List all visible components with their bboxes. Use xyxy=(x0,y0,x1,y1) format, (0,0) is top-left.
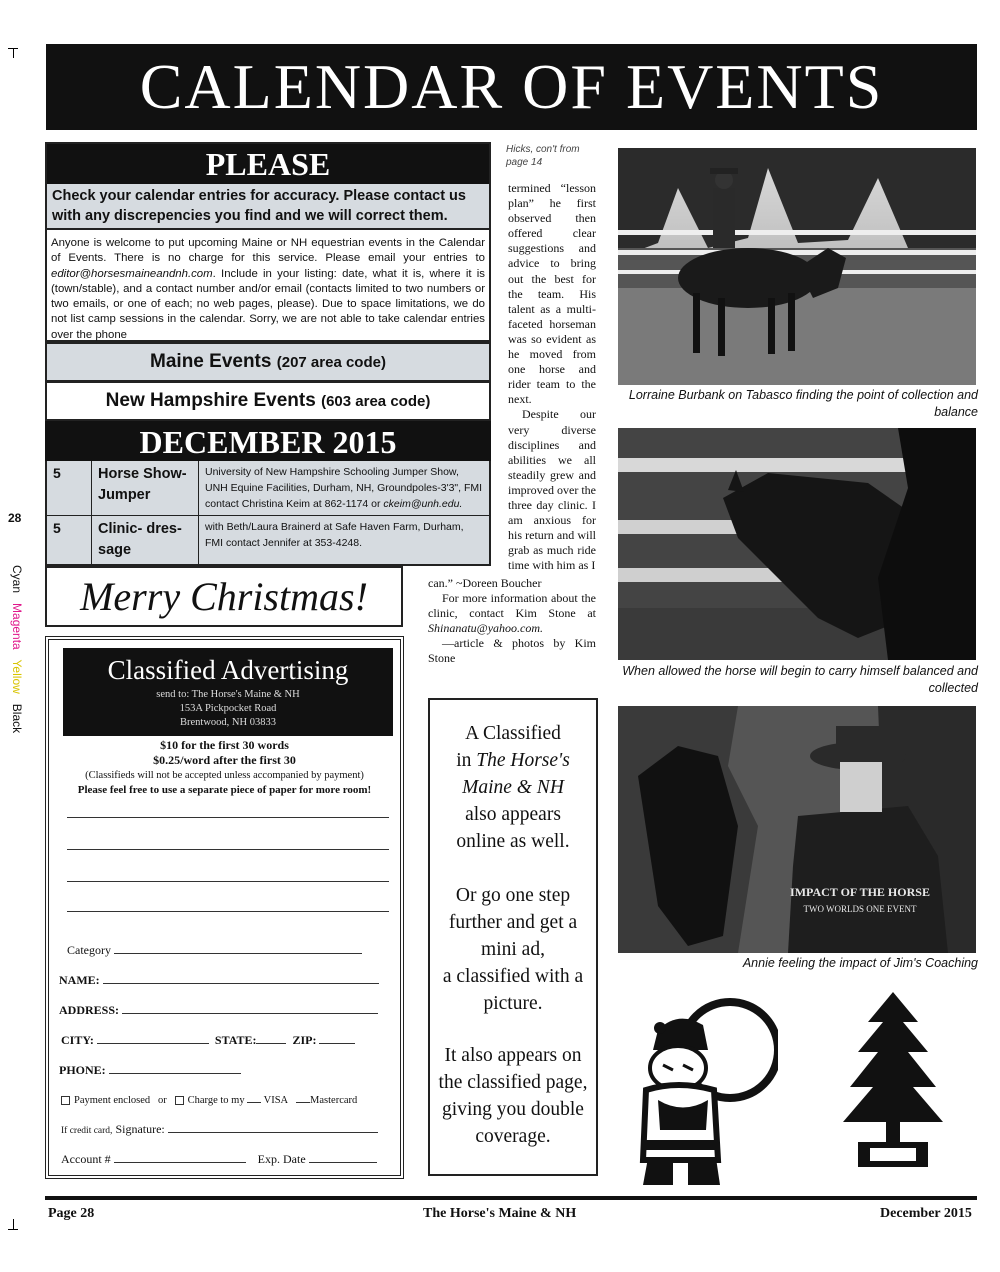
price-line-2: $0.25/word after the first 30 xyxy=(153,753,296,767)
jacket-text: IMPACT OF THE HORSE xyxy=(790,885,930,899)
crop-mark xyxy=(13,1219,14,1229)
promo-line: further and get a xyxy=(448,912,578,933)
address-label: ADDRESS: xyxy=(59,1003,120,1017)
exp-label: Exp. Date xyxy=(257,1152,306,1166)
if-credit-label: If credit card, xyxy=(61,1126,113,1136)
payment-enclosed-checkbox[interactable] xyxy=(61,1096,70,1105)
classified-address-2: Brentwood, NH 03833 xyxy=(180,717,276,728)
city-state-zip-field[interactable] xyxy=(61,1032,355,1048)
nh-events-header xyxy=(45,381,491,421)
maine-events-header xyxy=(45,342,491,382)
phone-field[interactable] xyxy=(59,1062,241,1078)
account-label: Account # xyxy=(61,1152,111,1166)
promo-line: A Classified xyxy=(465,723,561,744)
classified-send-to: send to: The Horse's Maine & NH xyxy=(156,689,300,700)
event-desc-text: with Beth/Laura Brainerd at Safe Haven Farm, Durham, FMI contact Jennifer at 353-4248. xyxy=(205,521,464,549)
promo-line: also appears xyxy=(465,804,561,825)
price-line-1: $10 for the first 30 words xyxy=(160,738,289,752)
or-label: or xyxy=(157,1095,167,1106)
event-row xyxy=(47,515,489,564)
signature-label: Signature: xyxy=(115,1122,165,1136)
city-label: CITY: xyxy=(61,1033,94,1047)
classified-address-1: 153A Pickpocket Road xyxy=(179,703,277,714)
photo-caption: Annie feeling the impact of Jim's Coaching xyxy=(742,956,978,970)
page-banner: CALENDAR OF EVENTS xyxy=(46,44,977,130)
contact-email[interactable]: Shinanatu@yahoo.com. xyxy=(428,621,544,636)
article-paragraph xyxy=(428,591,596,636)
charge-label: Charge to my xyxy=(187,1095,245,1106)
mastercard-label: Mastercard xyxy=(310,1095,358,1106)
merry-christmas-box: Merry Christmas! xyxy=(45,566,403,627)
yellow-label: Yellow xyxy=(10,659,24,694)
promo-line: a classified with a xyxy=(442,966,584,987)
promo-pub-name: Maine & NH xyxy=(462,777,564,798)
color-registration xyxy=(4,565,44,735)
event-day: 5 xyxy=(47,461,92,515)
photo-coach-and-horse xyxy=(618,706,976,953)
please-notice xyxy=(45,142,491,342)
event-desc-text: University of New Hampshire Schooling Jumper Show, UNH Equine Facilities, Durham, NH, Groundpoles-3'3", FMI contact Christina Keim at 862-1174 or xyxy=(205,466,483,510)
classified-title: Classified Advertising xyxy=(107,655,349,685)
crop-mark xyxy=(13,48,14,58)
margin-page-number: 28 xyxy=(8,511,22,525)
issue-date: December 2015 xyxy=(880,1206,972,1221)
nh-label: New Hampshire Events xyxy=(105,390,316,411)
page-number: Page 28 xyxy=(48,1206,95,1221)
event-day: 5 xyxy=(47,516,92,564)
photo-caption: Lorraine Burbank on Tabasco finding the point of collection and balance xyxy=(628,388,978,419)
promo-line: picture. xyxy=(483,993,543,1014)
promo-line: mini ad, xyxy=(481,939,545,960)
santa-clipart xyxy=(618,990,778,1190)
tree-clipart xyxy=(838,992,948,1172)
jacket-subtext: TWO WORLDS ONE EVENT xyxy=(803,904,917,914)
name-field[interactable] xyxy=(59,972,379,988)
please-title: PLEASE xyxy=(47,144,489,184)
maine-label: Maine Events xyxy=(150,351,272,372)
please-body-text-2: . Include in your listing: date, what it is, where it is (town/stable), and a contact number and/or email (contacts limited to two numbers or two emails, or one of each; no web pages, please). Due to space limitations, we do not list camp sessions in the calendar. Sorry, we are not able to take calendar entries over the phone xyxy=(51,267,485,341)
footer-rule xyxy=(45,1196,977,1200)
promo-line: the classified page, xyxy=(438,1072,588,1093)
promo-pub-name: The Horse's xyxy=(476,750,570,771)
nh-area-code: (603 area code) xyxy=(321,393,431,410)
promo-line: giving you double xyxy=(442,1099,584,1120)
ad-text-line[interactable] xyxy=(67,881,389,882)
event-type: Clinic- dres-sage xyxy=(92,516,199,564)
state-label: STATE: xyxy=(214,1033,257,1047)
continuation-tag: Hicks, con't from page 14 xyxy=(506,144,580,168)
please-body-text: Anyone is welcome to put upcoming Maine or NH equestrian events in the Calendar of Events. There is no charge for this service. Please email your entries to xyxy=(51,237,485,265)
paper-note: Please feel free to use a separate piece of paper for more room! xyxy=(77,784,372,796)
article-paragraph: Despite our very diverse disciplines and abilities we all steadily grew and improved over the three day clinic. I am anxious for his return and will grab as much ride time with him as I xyxy=(508,407,596,573)
payment-options xyxy=(61,1091,357,1109)
please-check-notice: Check your calendar entries for accuracy. Please contact us with any discrepencies you find and we will correct them. xyxy=(47,184,489,230)
article-tail xyxy=(428,576,596,667)
account-field[interactable] xyxy=(61,1151,377,1167)
classified-promo-box xyxy=(428,698,598,1176)
magenta-label: Magenta xyxy=(10,603,24,650)
promo-line: Or go one step xyxy=(455,885,571,906)
payment-enclosed-label: Payment enclosed xyxy=(74,1095,151,1106)
ad-text-line[interactable] xyxy=(67,849,389,850)
address-field[interactable] xyxy=(59,1002,378,1018)
phone-label: PHONE: xyxy=(59,1063,106,1077)
visa-label: VISA xyxy=(263,1095,289,1106)
zip-label: ZIP: xyxy=(292,1033,317,1047)
events-table xyxy=(45,461,491,566)
payment-note: (Classifieds will not be accepted unless accompanied by payment) xyxy=(85,770,364,781)
article-signoff: can.” ~Doreen Boucher xyxy=(428,576,542,590)
promo-line: coverage. xyxy=(475,1126,551,1147)
editor-email[interactable]: editor@horsesmaineandnh.com xyxy=(51,267,213,280)
category-label: Category xyxy=(67,943,111,957)
classified-prices xyxy=(49,738,400,798)
event-row xyxy=(47,461,489,515)
maine-area-code: (207 area code) xyxy=(276,354,386,371)
classified-header xyxy=(63,648,393,736)
category-field[interactable] xyxy=(67,942,362,958)
promo-line: It also appears on xyxy=(444,1045,582,1066)
ad-text-line[interactable] xyxy=(67,817,389,818)
event-type: Horse Show-Jumper xyxy=(92,461,199,515)
photo-horse-head xyxy=(618,428,976,660)
please-body xyxy=(47,232,489,343)
month-title: DECEMBER 2015 xyxy=(45,421,491,461)
publication-name: The Horse's Maine & NH xyxy=(423,1206,577,1221)
article-column xyxy=(428,143,596,573)
signature-field[interactable] xyxy=(61,1121,378,1139)
name-label: NAME: xyxy=(59,973,100,987)
black-label: Black xyxy=(10,703,24,734)
article-byline: —article & photos by Kim Stone xyxy=(428,636,596,666)
ad-text-line[interactable] xyxy=(67,911,389,912)
event-email[interactable]: ckeim@unh.edu. xyxy=(383,498,463,510)
promo-line-part: in xyxy=(456,750,477,771)
cyan-label: Cyan xyxy=(10,565,24,594)
promo-line xyxy=(430,747,596,774)
photo-rider-on-horse xyxy=(618,148,976,385)
classified-form xyxy=(45,636,404,1179)
article-paragraph: termined “lesson plan” he first observed then offered clear suggestions and advice to bring out the best for the team. His talent as a multi-faceted horseman was so evident as he moved from one horse and rider team to the next. xyxy=(508,181,596,407)
article-info-text: For more information about the clinic, contact Kim Stone at xyxy=(428,591,596,621)
crop-mark xyxy=(8,1229,18,1230)
promo-line: online as well. xyxy=(456,831,570,852)
charge-checkbox[interactable] xyxy=(175,1096,184,1105)
photo-caption: When allowed the horse will begin to carry himself balanced and collected xyxy=(622,664,978,695)
